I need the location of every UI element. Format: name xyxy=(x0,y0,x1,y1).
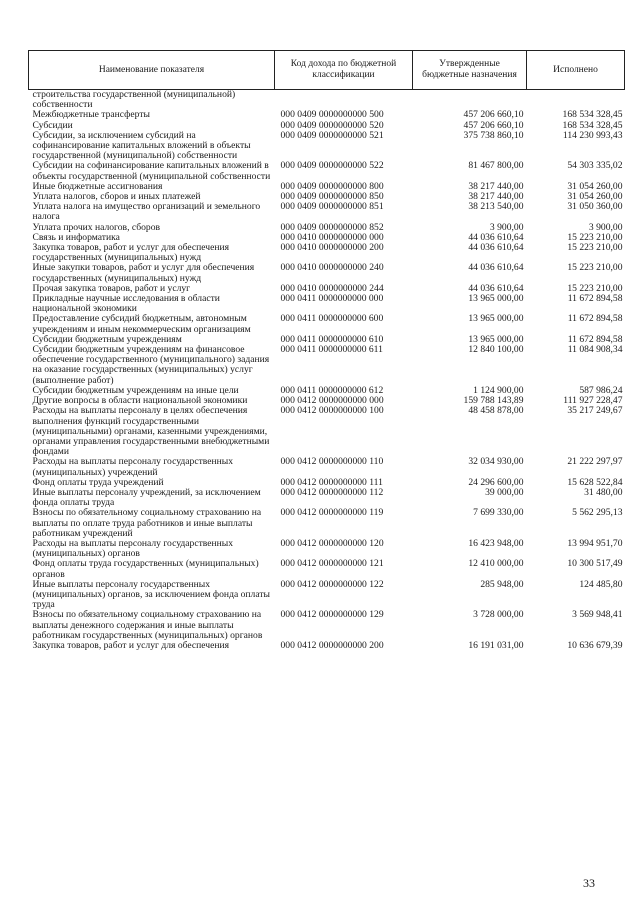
row-name: Иные выплаты персоналу учреждений, за исключением фонда оплаты труда xyxy=(32,486,261,509)
row-name: Уплата прочих налогов, сборов xyxy=(32,221,161,233)
row-approved: 13 965 000,00 xyxy=(468,333,524,345)
row-approved: 457 206 660,10 xyxy=(463,119,524,131)
row-executed: 11 672 894,58 xyxy=(567,313,623,325)
row-name: Прикладные научные исследования в области национальной экономики xyxy=(32,293,220,315)
row-approved: 3 900,00 xyxy=(489,221,524,233)
row-executed: 54 303 335,02 xyxy=(567,160,623,172)
table-header-row xyxy=(29,51,625,90)
row-code: 000 0409 0000000000 500 xyxy=(280,109,384,121)
row-approved: 375 738 860,10 xyxy=(463,129,524,141)
row-executed: 15 223 210,00 xyxy=(567,282,623,294)
row-code: 000 0410 0000000000 000 xyxy=(280,231,384,243)
row-code: 000 0409 0000000000 522 xyxy=(280,160,384,172)
row-approved: 13 965 000,00 xyxy=(468,293,524,305)
row-executed: 11 084 908,34 xyxy=(567,344,623,356)
row-executed: 35 217 249,67 xyxy=(567,405,623,417)
row-code: 000 0409 0000000000 850 xyxy=(280,191,384,203)
table-row xyxy=(29,294,625,314)
row-code: 000 0412 0000000000 112 xyxy=(280,486,384,498)
row-name: Связь и информатика xyxy=(32,231,120,243)
table-row xyxy=(29,90,625,111)
row-code: 000 0412 0000000000 120 xyxy=(280,537,384,549)
row-name: Закупка товаров, работ и услуг для обеспечения государственных (муниципальных) нужд xyxy=(32,242,230,264)
table-body xyxy=(29,90,625,652)
row-code: 000 0411 0000000000 600 xyxy=(280,313,384,325)
row-name: Субсидии, за исключением субсидий на софинансирование капитальных вложений в объекты государственной (муниципальной) собственности xyxy=(32,129,251,162)
row-code: 000 0410 0000000000 200 xyxy=(280,242,384,254)
row-name: Расходы на выплаты персоналу государственных (муниципальных) органов xyxy=(32,537,234,560)
row-executed: 3 900,00 xyxy=(588,221,623,233)
row-approved: 32 034 930,00 xyxy=(468,456,524,468)
row-name: Уплата налога на имущество организаций и земельного налога xyxy=(32,201,261,223)
row-name: строительства государственной (муниципальной) собственности xyxy=(32,89,236,111)
row-name: Фонд оплаты труда учреждений xyxy=(32,476,164,488)
row-code: 000 0412 0000000000 121 xyxy=(280,558,384,570)
row-code: 000 0411 0000000000 611 xyxy=(280,344,383,356)
row-executed: 168 534 328,45 xyxy=(562,109,623,121)
row-executed: 3 569 948,41 xyxy=(572,609,623,621)
row-executed: 168 534 328,45 xyxy=(562,119,623,131)
row-approved: 24 296 600,00 xyxy=(468,476,524,488)
row-name: Субсидии бюджетным учреждениям xyxy=(32,333,182,345)
row-executed: 15 628 522,84 xyxy=(567,476,623,488)
table-row xyxy=(29,263,625,283)
row-executed: 10 636 679,39 xyxy=(567,639,623,651)
table-row xyxy=(29,610,625,641)
row-code: 000 0412 0000000000 110 xyxy=(280,456,384,468)
row-name: Субсидии на софинансирование капитальных вложений в объекты государственной (муниципальной собственности xyxy=(32,160,271,182)
row-approved: 16 423 948,00 xyxy=(468,537,524,549)
budget-execution-table xyxy=(28,50,625,651)
table-row xyxy=(29,314,625,334)
row-approved: 44 036 610,64 xyxy=(468,242,524,254)
row-executed: 15 223 210,00 xyxy=(567,231,623,243)
row-approved: 39 000,00 xyxy=(485,486,524,498)
row-approved: 81 467 800,00 xyxy=(468,160,524,172)
row-approved: 285 948,00 xyxy=(480,578,524,590)
row-approved: 7 699 330,00 xyxy=(473,507,524,519)
row-name: Прочая закупка товаров, работ и услуг xyxy=(32,282,191,294)
row-name: Межбюджетные трансферты xyxy=(32,109,150,121)
row-executed: 31 050 360,00 xyxy=(567,201,623,213)
row-approved: 38 213 540,00 xyxy=(468,201,524,213)
row-approved: 3 728 000,00 xyxy=(473,609,524,621)
row-code: 000 0409 0000000000 851 xyxy=(280,201,384,213)
row-name: Иные закупки товаров, работ и услуг для обеспечения государственных (муниципальных) нужд xyxy=(32,262,255,284)
row-executed: 11 672 894,58 xyxy=(567,333,623,345)
header-income-code: Код дохода по бюджетной классификации xyxy=(275,51,413,90)
row-executed: 21 222 297,97 xyxy=(567,456,623,468)
table-row xyxy=(29,243,625,263)
row-approved: 12 410 000,00 xyxy=(468,558,524,570)
row-approved: 44 036 610,64 xyxy=(468,231,524,243)
row-name: Субсидии бюджетным учреждениям на иные цели xyxy=(32,384,239,396)
table-row xyxy=(29,345,625,386)
row-code: 000 0412 0000000000 100 xyxy=(280,405,384,417)
row-code: 000 0412 0000000000 200 xyxy=(280,639,384,651)
table-row xyxy=(29,559,625,579)
row-code: 000 0410 0000000000 244 xyxy=(280,282,384,294)
row-name: Взносы по обязательному социальному страхованию на выплаты денежного содержания и иные выплаты работникам государственных (муниципальных) органов xyxy=(32,609,263,641)
row-code: 000 0411 0000000000 000 xyxy=(280,293,384,305)
row-approved: 38 217 440,00 xyxy=(468,191,524,203)
header-executed: Исполнено xyxy=(527,51,625,90)
table-row xyxy=(29,580,625,611)
row-name: Закупка товаров, работ и услуг для обеспечения xyxy=(32,639,230,651)
row-name: Иные бюджетные ассигнования xyxy=(32,180,163,192)
table-row xyxy=(29,488,625,508)
row-name: Расходы на выплаты персоналу государственных (муниципальных) учреждений xyxy=(32,456,234,478)
row-code: 000 0409 0000000000 521 xyxy=(280,129,384,141)
row-executed: 31 054 260,00 xyxy=(567,180,623,192)
table-row xyxy=(29,131,625,162)
table-row xyxy=(29,202,625,222)
row-approved: 457 206 660,10 xyxy=(463,109,524,121)
row-code: 000 0409 0000000000 800 xyxy=(280,180,384,192)
row-approved: 44 036 610,64 xyxy=(468,262,524,274)
row-executed: 111 927 228,47 xyxy=(563,395,623,407)
row-code: 000 0409 0000000000 520 xyxy=(280,119,384,131)
row-name: Предоставление субсидий бюджетным, автономным учреждениям и иным некоммерческим организациям xyxy=(32,313,251,335)
row-approved: 38 217 440,00 xyxy=(468,180,524,192)
row-approved: 159 788 143,89 xyxy=(463,395,524,407)
row-code xyxy=(275,90,413,111)
row-executed xyxy=(527,90,625,111)
row-code: 000 0410 0000000000 240 xyxy=(280,262,384,274)
page-number: 33 xyxy=(583,876,595,890)
table-row xyxy=(29,641,625,651)
row-approved xyxy=(413,90,527,111)
row-executed: 5 562 295,13 xyxy=(572,507,623,519)
row-executed: 15 223 210,00 xyxy=(567,262,623,274)
budget-report-sheet xyxy=(28,50,624,651)
row-executed: 31 480,00 xyxy=(584,486,623,498)
row-approved: 12 840 100,00 xyxy=(468,344,524,356)
table-row xyxy=(29,508,625,539)
row-name: Иные выплаты персоналу государственных (муниципальных) органов, за исключением фонда оплаты труда xyxy=(32,578,270,611)
row-approved: 1 124 900,00 xyxy=(473,384,524,396)
row-approved: 48 458 878,00 xyxy=(468,405,524,417)
row-executed: 587 986,24 xyxy=(579,384,623,396)
row-name: Взносы по обязательному социальному страхованию на выплаты по оплате труда работников и иные выплаты работникам учреждений xyxy=(32,507,262,539)
row-executed: 10 300 517,49 xyxy=(567,558,623,570)
row-approved: 13 965 000,00 xyxy=(468,313,524,325)
row-executed: 31 054 260,00 xyxy=(567,191,623,203)
row-code: 000 0412 0000000000 129 xyxy=(280,609,384,621)
row-name: Субсидии xyxy=(32,119,73,131)
row-executed: 15 223 210,00 xyxy=(567,242,623,254)
table-row xyxy=(29,539,625,559)
header-approved: Утвержденные бюджетные назначения xyxy=(413,51,527,90)
row-code: 000 0411 0000000000 612 xyxy=(280,384,384,396)
row-executed: 13 994 951,70 xyxy=(567,537,623,549)
row-name: Фонд оплаты труда государственных (муниципальных) органов xyxy=(32,558,259,580)
row-name: Расходы на выплаты персоналу в целях обеспечения выполнения функций государственными (муниципальными) органами, казенными учреждениями, органами управления государственными внебюджетными фондами xyxy=(32,405,270,458)
row-approved: 16 191 031,00 xyxy=(468,639,524,651)
row-code: 000 0411 0000000000 610 xyxy=(280,333,384,345)
table-row xyxy=(29,161,625,181)
header-indicator-name: Наименование показателя xyxy=(29,51,275,90)
row-executed: 124 485,80 xyxy=(579,578,623,590)
row-code: 000 0412 0000000000 000 xyxy=(280,395,384,407)
table-row xyxy=(29,457,625,477)
row-name: Уплата налогов, сборов и иных платежей xyxy=(32,191,201,203)
row-code: 000 0409 0000000000 852 xyxy=(280,221,384,233)
row-code: 000 0412 0000000000 119 xyxy=(280,507,384,519)
row-executed: 11 672 894,58 xyxy=(567,293,623,305)
row-name: Субсидии бюджетным учреждениям на финансовое обеспечение государственного (муниципального) задания на оказание государственных (муниципальных) услуг (выполнение работ) xyxy=(32,344,270,386)
row-name: Другие вопросы в области национальной экономики xyxy=(32,395,248,407)
row-code: 000 0412 0000000000 122 xyxy=(280,578,384,590)
table-row xyxy=(29,406,625,457)
row-executed: 114 230 993,43 xyxy=(562,129,623,141)
row-approved: 44 036 610,64 xyxy=(468,282,524,294)
row-code: 000 0412 0000000000 111 xyxy=(280,476,383,488)
